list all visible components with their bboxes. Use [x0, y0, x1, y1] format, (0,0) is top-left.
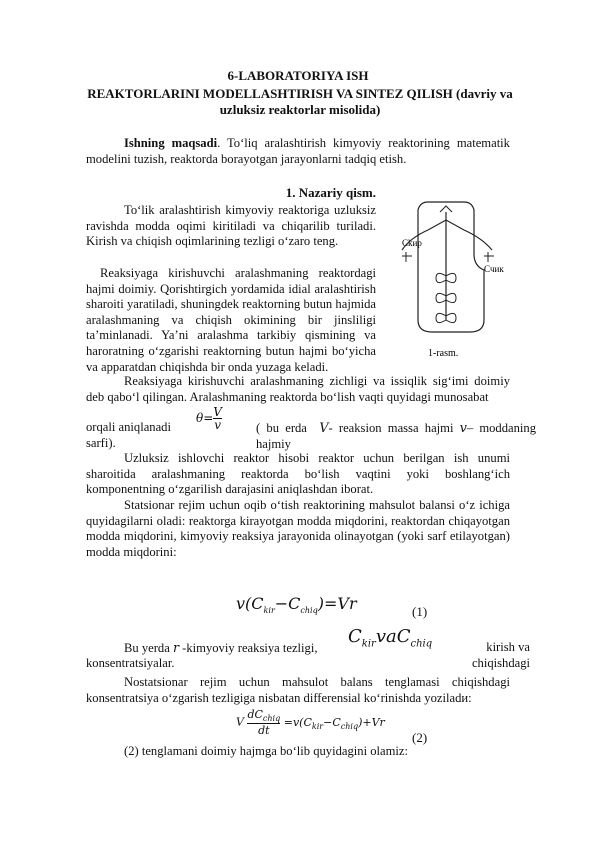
page-title [80, 86, 520, 118]
equation-1-number: (1) [412, 604, 428, 619]
theta-formula: θ= $\frac{V}{v}$ [196, 405, 222, 432]
paragraph-1: To‘lik aralashtirish kimyoviy reaktoriga uzluksiz ravishda modda oqimi kiritiladi va chiqarilib turiladi. Kirish va chiqish oqimlarining tezligi o‘zaro teng. [86, 203, 376, 249]
paragraph-3b-tail: ( bu erda V- reaksion massa hajmi v– moddaning hajmiy [256, 420, 537, 451]
paragraph-7: Nostatsionar rejim uchun mahsulot balans tenglamasi chiqishdagi konsentratsiya o‘zgarish tezligiga nisbatan differensial ko‘rinishda yoziladи: [86, 675, 510, 705]
paragraph-2: Reaksiyaga kirishuvchi aralashmaning reaktordagi hajmi doimiy. Qorishtirgich yordamida idial aralashtirish sharoiti yaratiladi, shuningdek reaktorning butun hajmida aralashmaning va chiqish okimining bir jinsliligi ta’minlanadi. Ya’ni aralashma tarkibiy qismining va haroratning o‘zgarishi reaktorning butun hajmi bo‘yicha va apparatdan chiqishda bir onda yuzaga keladi. [86, 266, 376, 374]
concentration-symbols: $C_{kir}vaC_{chiq}$ [348, 626, 433, 650]
vessel-body [418, 254, 484, 332]
equation-2-number: (2) [412, 730, 428, 745]
inlet-label: Ckир [402, 238, 422, 248]
paragraph-5: Statsionar rejim uchun oqib o‘tish reaktorining mahsulot balansi o‘z ichiga quyidagilarni oladi: reaktorga kirayotgan modda miqdorini, reaktordan chiqayotgan modda miqdorini, kimyoviy reaksiya jarayonida olinayotgan (yoki sarf etilayotgan) modda miqdorini: [86, 498, 510, 559]
figure-caption: 1-rasm. [428, 348, 459, 359]
reactor-figure [380, 198, 512, 360]
paragraph-3c: sarfi). [86, 436, 116, 450]
outlet-label: Cчик [484, 264, 504, 274]
paragraph-6d: konsentratsiyalar. [86, 656, 175, 670]
goal-label: Ishning maqsadi [124, 136, 218, 150]
title-line1: REAKTORLARINI MODELLASHTIRISH VA SINTEZ QILISH (davriy va [87, 86, 513, 101]
lab-number: 6-LABORATORIYA ISH [227, 68, 369, 83]
goal-paragraph [86, 136, 510, 167]
equation-2: V $dC_{chiq}$ dt $=v(C_{kir}-C_{chiq})+Vr$ [236, 708, 385, 738]
paragraph-4: Uzluksiz ishlovchi reaktor hisobi reaktor uchun berilgan ish unumi sharoitida aralashmaning reaktorda bo‘lish vaqtini yoki boshlang‘ich komponentning o‘zgarilish darajasini aniqlashdan iborat. [86, 451, 510, 497]
paragraph-3: Reaksiyaga kirishuvchi aralashmaning zichligi va issiqlik sig‘imi doimiy deb qabo‘l qilingan. Aralashmaning reaktorda bo‘lish vaqti quyidagi munosabat [86, 374, 510, 404]
paragraph-3b: orqali aniqlanadi [86, 420, 171, 434]
paragraph-6-tail: kirish va chiqishdagi [471, 640, 530, 670]
paragraph-8: (2) tenglamani doimiy hajmga bo‘lib quyidagini olamiz: [124, 744, 408, 758]
section-title: 1. Nazariy qism. [285, 185, 376, 200]
goal-text: . To‘liq aralashtirish kimyoviy reaktorining matematik modelini tuzish, reaktorda borayotgan jarayonlarni tadqiq etish. [86, 136, 510, 166]
motor-icon [440, 206, 452, 212]
vessel-outline [418, 202, 484, 272]
title-line2: uzluksiz reaktorlar misolida) [219, 102, 381, 117]
equation-1: $v(C_{kir}-C_{chiq})=Vr$ [236, 594, 357, 616]
paragraph-6: Bu yerda r -kimyoviy reaksiya tezligi, [124, 640, 318, 655]
